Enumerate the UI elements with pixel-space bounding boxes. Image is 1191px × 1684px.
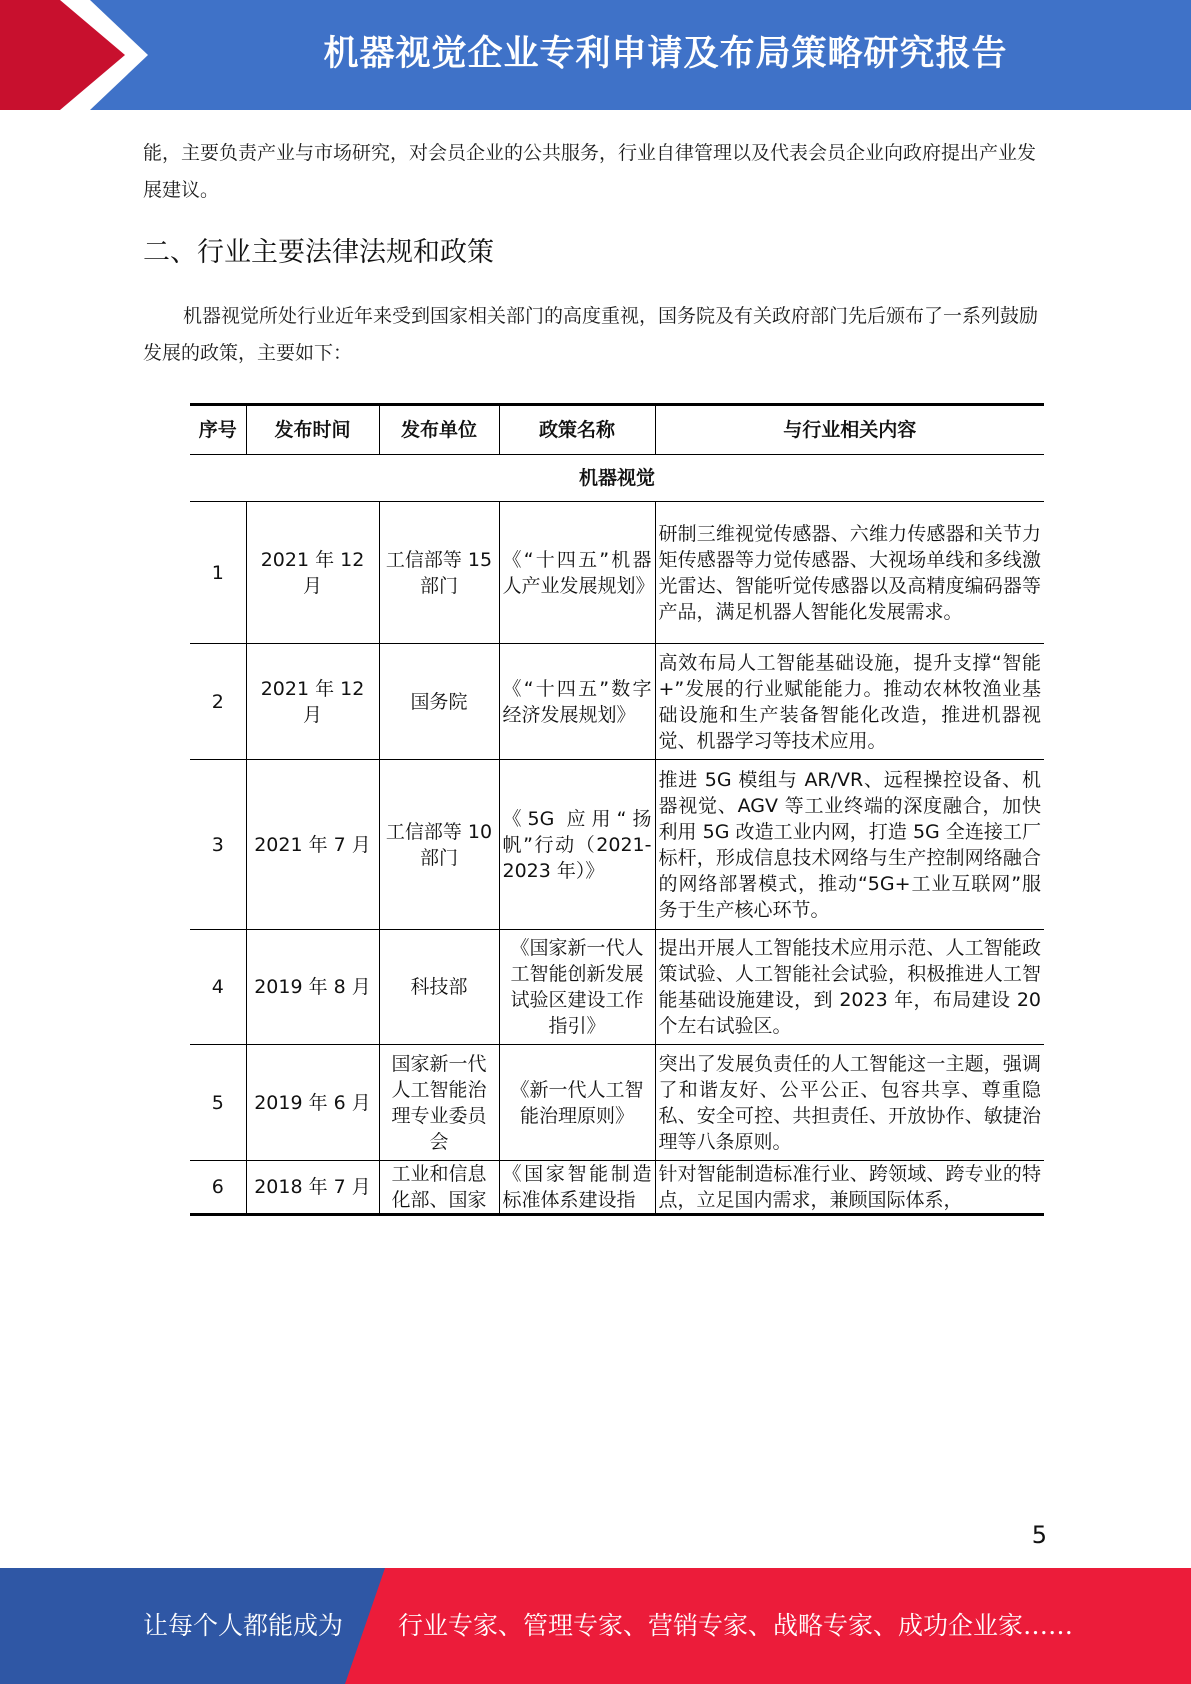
cell-unit: 国家新一代人工智能治理专业委员会 <box>379 1045 499 1161</box>
header-banner <box>0 0 1191 110</box>
table-header-row <box>190 405 1044 455</box>
section-heading: 二、行业主要法律法规和政策 <box>143 237 494 268</box>
header-policy-name: 政策名称 <box>499 405 655 455</box>
cell-content: 高效布局人工智能基础设施，提升支撑“智能+”发展的行业赋能能力。推动农林牧渔业基础设施和生产装备智能化改造，推进机器视觉、机器学习等技术应用。 <box>655 644 1044 760</box>
cell-index: 1 <box>190 502 246 644</box>
cell-unit: 工业和信息化部、国家 <box>379 1161 499 1215</box>
table-row <box>190 1045 1044 1161</box>
cell-content: 研制三维视觉传感器、六维力传感器和关节力矩传感器等力觉传感器、大视场单线和多线激光雷达、智能听觉传感器以及高精度编码器等产品，满足机器人智能化发展需求。 <box>655 502 1044 644</box>
footer-slogan-right: 行业专家、管理专家、营销专家、战略专家、成功企业家…… <box>398 1611 1074 1640</box>
cell-index: 5 <box>190 1045 246 1161</box>
table-group-row <box>190 455 1044 502</box>
cell-date: 2019 年 8 月 <box>246 930 379 1045</box>
cell-unit: 国务院 <box>379 644 499 760</box>
cell-policy-name: 《国家新一代人工智能创新发展试验区建设工作指引》 <box>499 930 655 1045</box>
cell-date: 2019 年 6 月 <box>246 1045 379 1161</box>
cell-index: 2 <box>190 644 246 760</box>
cell-date: 2021 年 7 月 <box>246 760 379 930</box>
page-number: 5 <box>1031 1521 1047 1549</box>
cell-policy-name: 《5G 应用“扬帆”行动（2021-2023 年）》 <box>499 760 655 930</box>
report-title: 机器视觉企业专利申请及布局策略研究报告 <box>323 34 1008 74</box>
header-index: 序号 <box>190 405 246 455</box>
cell-content: 提出开展人工智能技术应用示范、人工智能政策试验、人工智能社会试验，积极推进人工智能基础设施建设，到 2023 年，布局建设 20 个左右试验区。 <box>655 930 1044 1045</box>
cell-content: 突出了发展负责任的人工智能这一主题，强调了和谐友好、公平公正、包容共享、尊重隐私、安全可控、共担责任、开放协作、敏捷治理等八条原则。 <box>655 1045 1044 1161</box>
cell-index: 4 <box>190 930 246 1045</box>
table-row <box>190 760 1044 930</box>
table-row <box>190 1161 1044 1215</box>
paragraph-intro: 能，主要负责产业与市场研究，对会员企业的公共服务，行业自律管理以及代表会员企业向政府提出产业发展建议。 <box>143 142 1037 201</box>
cell-unit: 工信部等 10 部门 <box>379 760 499 930</box>
table-row <box>190 644 1044 760</box>
cell-date: 2021 年 12 月 <box>246 644 379 760</box>
cell-policy-name: 《“十四五”机器人产业发展规划》 <box>499 502 655 644</box>
table-row <box>190 930 1044 1045</box>
cell-date: 2018 年 7 月 <box>246 1161 379 1215</box>
table-row <box>190 502 1044 644</box>
cell-policy-name: 《新一代人工智能治理原则》 <box>499 1045 655 1161</box>
cell-content: 针对智能制造标准行业、跨领域、跨专业的特点，立足国内需求，兼顾国际体系， <box>655 1161 1044 1215</box>
footer-banner <box>0 1568 1191 1684</box>
cell-date: 2021 年 12 月 <box>246 502 379 644</box>
policy-table <box>190 403 1044 1216</box>
header-date: 发布时间 <box>246 405 379 455</box>
footer-slogan-left: 让每个人都能成为 <box>143 1611 344 1640</box>
cell-unit: 科技部 <box>379 930 499 1045</box>
cell-index: 6 <box>190 1161 246 1215</box>
cell-unit: 工信部等 15 部门 <box>379 502 499 644</box>
paragraph-policies: 机器视觉所处行业近年来受到国家相关部门的高度重视，国务院及有关政府部门先后颁布了一系列鼓励发展的政策，主要如下： <box>143 305 1039 364</box>
cell-policy-name: 《国家智能制造标准体系建设指 <box>499 1161 655 1215</box>
cell-content: 推进 5G 模组与 AR/VR、远程操控设备、机器视觉、AGV 等工业终端的深度融合，加快利用 5G 改造工业内网，打造 5G 全连接工厂标杆，形成信息技术网络与生产控制网络融合的网络部署模式，推动“5G+工业互联网”服务于生产核心环节。 <box>655 760 1044 930</box>
cell-policy-name: 《“十四五”数字经济发展规划》 <box>499 644 655 760</box>
header-unit: 发布单位 <box>379 405 499 455</box>
group-label: 机器视觉 <box>190 455 1044 502</box>
header-content: 与行业相关内容 <box>655 405 1044 455</box>
cell-index: 3 <box>190 760 246 930</box>
